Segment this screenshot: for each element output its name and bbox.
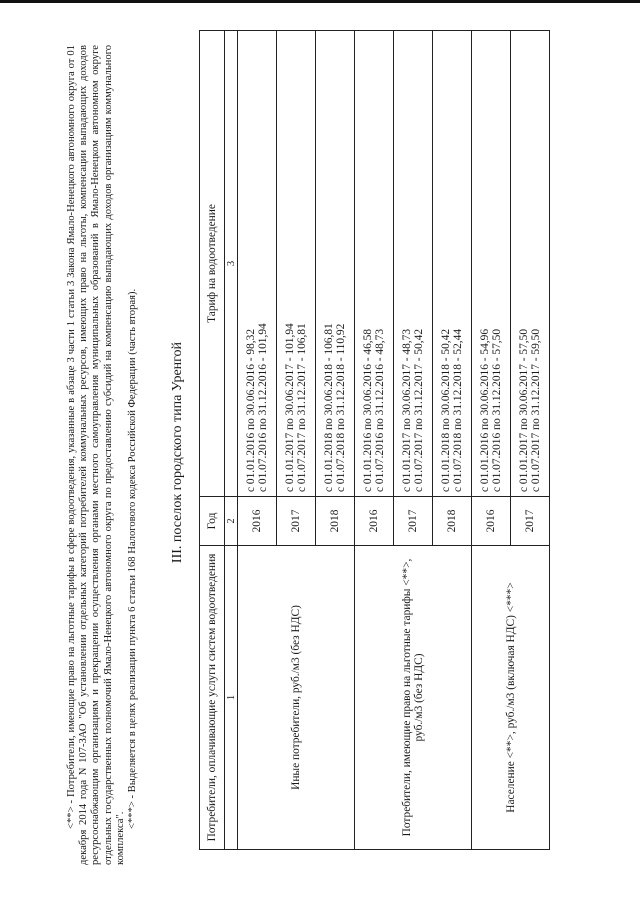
- year-cell: 2017: [277, 497, 316, 546]
- tariff-cell: [277, 31, 316, 497]
- header-tariff: Тариф на водоотведение: [200, 31, 225, 497]
- tariff-cell: [238, 31, 277, 497]
- tariff-period-first-half: с 01.01.2016 по 30.06.2016 - 46,58: [361, 328, 374, 492]
- year-cell: 2018: [433, 497, 472, 546]
- tariff-cell: [472, 31, 511, 497]
- tariff-period-second-half: с 01.07.2018 по 31.12.2018 - 52,44: [452, 328, 464, 492]
- tariff-period-first-half: с 01.01.2017 по 30.06.2017 - 101,94: [283, 323, 296, 492]
- column-number: 1: [225, 546, 238, 850]
- table-row: [355, 31, 394, 850]
- table-header-row: [200, 31, 225, 850]
- consumer-category-population: Население <**>, руб./м3 (включая НДС) <***>: [472, 546, 550, 850]
- tariff-cell: [511, 31, 550, 497]
- column-number-row: [225, 31, 238, 850]
- tariff-cell: [394, 31, 433, 497]
- footnote-triple-star: <***> - Выделяется в целях реализации пункта 6 статьи 168 Налогового кодекса Российской Федерации (часть вторая).: [127, 288, 139, 829]
- section-title: III. поселок городского типа Уренгой: [170, 341, 185, 564]
- tariff-period-second-half: с 01.07.2016 по 31.12.2016 - 57,50: [491, 328, 503, 492]
- consumer-category-preferential: Потребители, имеющие право на льготные тарифы <**>, руб./м3 (без НДС): [355, 546, 472, 850]
- year-cell: 2016: [238, 497, 277, 546]
- tariff-period-second-half: с 01.07.2016 по 31.12.2016 - 101,94: [257, 323, 269, 492]
- tariff-period-second-half: с 01.07.2018 по 31.12.2018 - 110,92: [335, 323, 347, 492]
- column-number: 2: [225, 497, 238, 546]
- tariff-period-second-half: с 01.07.2017 по 31.12.2017 - 59,50: [530, 328, 542, 492]
- footnotes: [66, 45, 139, 865]
- tariff-period-first-half: с 01.01.2016 по 30.06.2016 - 54,96: [478, 328, 491, 492]
- consumer-category-other: Иные потребители, руб./м3 (без НДС): [238, 546, 355, 850]
- tariff-cell: [355, 31, 394, 497]
- table-row: [472, 31, 511, 850]
- year-cell: 2017: [394, 497, 433, 546]
- tariff-period-first-half: с 01.01.2018 по 30.06.2018 - 50,42: [439, 328, 452, 492]
- tariff-period-first-half: с 01.01.2018 по 30.06.2018 - 106,81: [322, 323, 335, 492]
- header-consumer: Потребители, оплачивающие услуги систем водоотведения: [200, 546, 225, 850]
- footnote-double-star: <**> - Потребители, имеющие право на льготные тарифы в сфере водоотведения, указанные в абзаце 3 части 1 статьи 3 Закона Ямало-Ненецкого автономного округа от 01 декабря 2014 года N 107-ЗАО "Об установлении отдельных категорий потребителей коммунальных ресурсов, имеющих право на льготы, компенсации выпадающих доходов ресурсоснабжающим организациям и прекращении осуществления органами местного самоуправления муниципальных образований в Ямало-Ненецком автономном округе отдельных государственных полномочий Ямало-Ненецкого автономного округа по предоставлению субсидий на компенсацию выпадающих доходов организациям коммунального комплекса".: [66, 45, 126, 865]
- header-year: Год: [200, 497, 225, 546]
- tariff-period-first-half: с 01.01.2016 по 30.06.2016 - 98,32: [244, 328, 257, 492]
- year-cell: 2016: [355, 497, 394, 546]
- column-number: 3: [225, 31, 238, 497]
- tariff-cell: [433, 31, 472, 497]
- year-cell: 2017: [511, 497, 550, 546]
- table-row: [238, 31, 277, 850]
- year-cell: 2016: [472, 497, 511, 546]
- tariff-table: [199, 30, 550, 850]
- tariff-period-second-half: с 01.07.2017 по 31.12.2017 - 106,81: [296, 323, 308, 492]
- tariff-period-second-half: с 01.07.2017 по 31.12.2017 - 50,42: [413, 328, 425, 492]
- tariff-period-second-half: с 01.07.2016 по 31.12.2016 - 48,73: [374, 328, 386, 492]
- year-cell: 2018: [316, 497, 355, 546]
- tariff-period-first-half: с 01.01.2017 по 30.06.2017 - 48,73: [400, 328, 413, 492]
- tariff-period-first-half: с 01.01.2017 по 30.06.2017 - 57,50: [517, 328, 530, 492]
- tariff-cell: [316, 31, 355, 497]
